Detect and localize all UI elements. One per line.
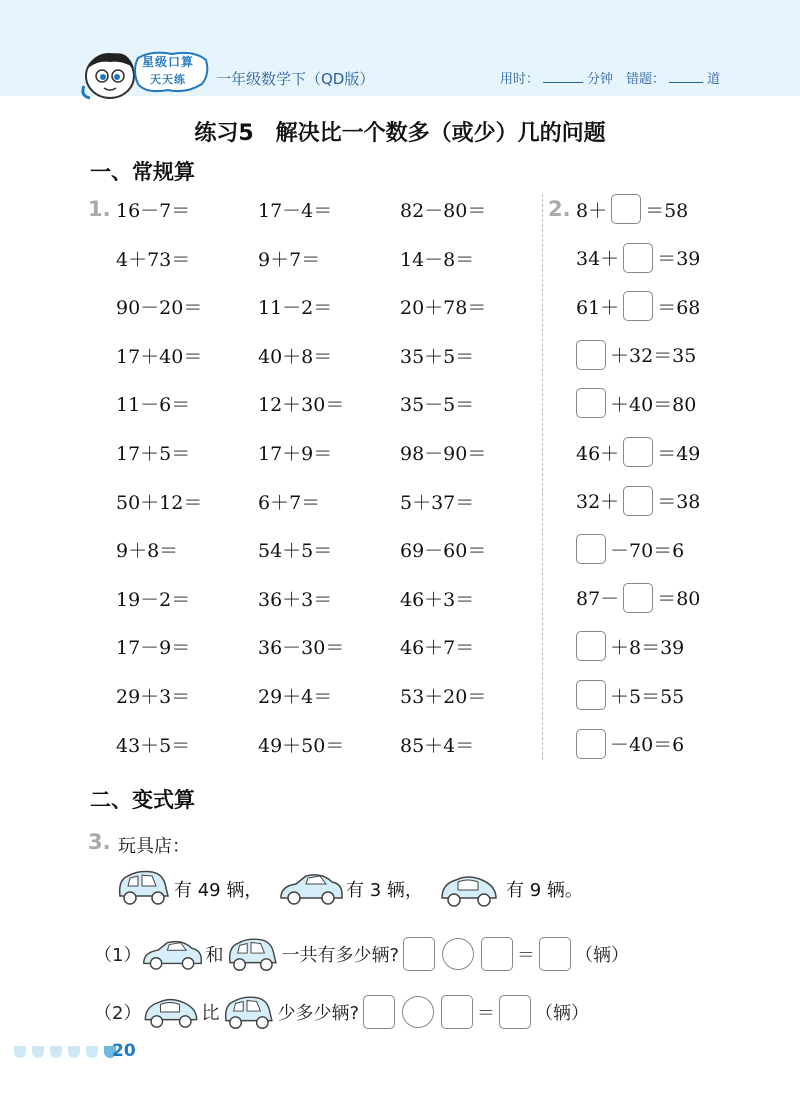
equation-right-part: ＋40＝80 (610, 393, 697, 416)
equation-item: 17＋5＝ (116, 443, 191, 465)
fill-in-equation (576, 192, 688, 226)
equation-item: 35＋5＝ (400, 345, 475, 368)
errors-label: 错题： (626, 72, 666, 87)
equation-left-part: 8＋ (576, 199, 608, 222)
fill-in-equation (576, 678, 684, 712)
answer-box[interactable] (403, 937, 435, 971)
question-2-text: 少多少辆? (277, 1003, 360, 1024)
equation-right-part: ＋32＝35 (610, 345, 697, 368)
answer-box[interactable] (623, 243, 653, 273)
answer-box[interactable] (623, 486, 653, 516)
equation-item: 35－5＝ (400, 394, 475, 417)
fill-in-equation (576, 289, 700, 323)
question-1-and: 和 (205, 945, 224, 966)
equation-left-part: 87－ (576, 588, 620, 611)
equation-item: 69－60＝ (400, 540, 487, 563)
equation-item: 12＋30＝ (258, 394, 345, 417)
fill-in-equation (576, 629, 684, 663)
toy-car-beetle-icon (438, 870, 500, 910)
footer-dot (50, 1046, 62, 1058)
equation-item: 6＋7＝ (258, 491, 321, 514)
equation-item: 90－20＝ (116, 297, 203, 320)
sedan-car-count: 有 3 辆， (346, 880, 423, 901)
answer-box[interactable] (576, 729, 606, 759)
equation-item: 29＋3＝ (116, 686, 191, 708)
toy-car-compact-icon (223, 932, 281, 976)
toy-car-beetle-icon (141, 993, 201, 1031)
equals-sign: ＝ (477, 1003, 496, 1024)
equation-item: 36＋3＝ (258, 588, 333, 611)
answer-box[interactable] (576, 680, 606, 710)
equation-left-part: 61＋ (576, 296, 620, 319)
time-label: 用时： (500, 72, 540, 87)
equation-right-part: －70＝6 (610, 539, 685, 562)
equation-item: 17－9＝ (116, 637, 191, 660)
equation-item: 40＋8＝ (258, 345, 333, 368)
fill-in-equation (576, 241, 700, 275)
compact-car-count: 有 49 辆， (174, 880, 263, 901)
equation-right-part: ＝58 (645, 199, 689, 222)
equation-item: 50＋12＝ (116, 491, 203, 514)
equation-left-part: 46＋ (576, 442, 620, 465)
problem-number-3: 3. (88, 830, 111, 854)
equation-item: 9＋7＝ (258, 248, 321, 271)
answer-box[interactable] (441, 995, 473, 1029)
equation-item: 14－8＝ (400, 248, 475, 271)
equation-item: 4＋73＝ (116, 248, 191, 271)
question-1-label: （1） (94, 945, 142, 966)
footer-decoration (14, 1046, 116, 1058)
equation-left-part: 32＋ (576, 491, 620, 514)
fill-in-equation (576, 386, 696, 420)
answer-box[interactable] (576, 631, 606, 661)
equation-item: 16－7＝ (116, 200, 191, 222)
equation-right-part: ＝39 (657, 248, 701, 271)
equation-right-part: ＝49 (657, 442, 701, 465)
answer-box[interactable] (623, 583, 653, 613)
count-label: 道 (707, 72, 721, 87)
time-blank[interactable] (543, 70, 583, 83)
operator-circle[interactable] (442, 938, 474, 970)
header-stats (500, 68, 720, 87)
fill-in-equation (576, 338, 696, 372)
equation-item: 85＋4＝ (400, 734, 475, 757)
equation-right-part: －40＝6 (610, 734, 685, 757)
answer-box[interactable] (623, 291, 653, 321)
logo-subtitle: 天天练 (150, 73, 186, 86)
page-number: 20 (112, 1041, 136, 1061)
equals-sign: ＝ (517, 945, 536, 966)
equation-item: 20＋78＝ (400, 297, 487, 320)
fill-in-equation (576, 727, 684, 761)
equation-item: 11－6＝ (116, 394, 191, 417)
equation-item: 46＋7＝ (400, 637, 475, 660)
problem-number-1: 1. (88, 197, 111, 221)
equation-item: 9＋8＝ (116, 540, 179, 563)
equation-item: 19－2＝ (116, 588, 191, 611)
toy-store-label: 玩具店： (118, 836, 190, 857)
answer-box[interactable] (576, 340, 606, 370)
equation-item: 17＋40＝ (116, 345, 203, 368)
answer-box[interactable] (611, 194, 641, 224)
section-heading-variant: 二、变式算 (90, 788, 195, 812)
unit-label: （辆） (575, 945, 630, 966)
problem-number-2: 2. (548, 197, 571, 221)
question-2-label: （2） (94, 1003, 142, 1024)
footer-dot (14, 1046, 26, 1058)
toy-car-compact-icon (114, 864, 172, 910)
equation-right-part: ＝80 (657, 588, 701, 611)
equation-right-part: ＝68 (657, 296, 701, 319)
answer-box[interactable] (481, 937, 513, 971)
question-2-row (94, 992, 589, 1032)
footer-dot (68, 1046, 80, 1058)
equation-left-part: 34＋ (576, 248, 620, 271)
fill-in-equation (576, 484, 700, 518)
equation-item: 49＋50＝ (258, 734, 345, 757)
equation-item: 43＋5＝ (116, 734, 191, 757)
equation-item: 54＋5＝ (258, 540, 333, 563)
answer-box[interactable] (363, 995, 395, 1029)
equation-item: 5＋37＝ (400, 491, 475, 514)
operator-circle[interactable] (402, 996, 434, 1028)
fill-in-equation (576, 532, 684, 566)
question-1-row (94, 934, 629, 974)
toy-car-sedan-icon (278, 868, 346, 908)
equation-item: 17＋9＝ (258, 443, 333, 465)
logo-title: 星级口算 (142, 55, 195, 69)
fill-in-equation (576, 581, 700, 615)
equation-item: 46＋3＝ (400, 588, 475, 611)
equation-item: 29＋4＝ (258, 686, 333, 708)
answer-box[interactable] (539, 937, 571, 971)
equation-item: 17－4＝ (258, 200, 333, 222)
beetle-car-count: 有 9 辆。 (506, 880, 583, 901)
equation-right-part: ＋8＝39 (610, 636, 685, 659)
equation-item: 53＋20＝ (400, 686, 487, 708)
column-divider (542, 194, 543, 760)
equation-item: 11－2＝ (258, 297, 333, 320)
equation-item: 82－80＝ (400, 200, 487, 222)
equation-item: 98－90＝ (400, 443, 487, 465)
answer-box[interactable] (623, 437, 653, 467)
equation-right-part: ＋5＝55 (610, 685, 685, 708)
equation-right-part: ＝38 (657, 491, 701, 514)
footer-dot (32, 1046, 44, 1058)
toy-car-compact-icon (219, 990, 277, 1034)
exercise-title: 练习5 解决比一个数多（或少）几的问题 (194, 121, 606, 146)
question-2-than: 比 (201, 1003, 220, 1024)
errors-blank[interactable] (669, 70, 703, 83)
answer-box[interactable] (499, 995, 531, 1029)
fill-in-equation (576, 435, 700, 469)
book-title: 一年级数学下（QD版） (216, 70, 375, 88)
answer-box[interactable] (576, 388, 606, 418)
equation-item: 36－30＝ (258, 637, 345, 660)
footer-dot (86, 1046, 98, 1058)
section-heading-routine: 一、常规算 (90, 160, 195, 184)
toy-car-sedan-icon (141, 935, 205, 973)
unit-label: （辆） (535, 1003, 590, 1024)
answer-box[interactable] (576, 534, 606, 564)
question-1-text: 一共有多少辆? (281, 945, 400, 966)
minute-label: 分钟 (587, 72, 614, 87)
